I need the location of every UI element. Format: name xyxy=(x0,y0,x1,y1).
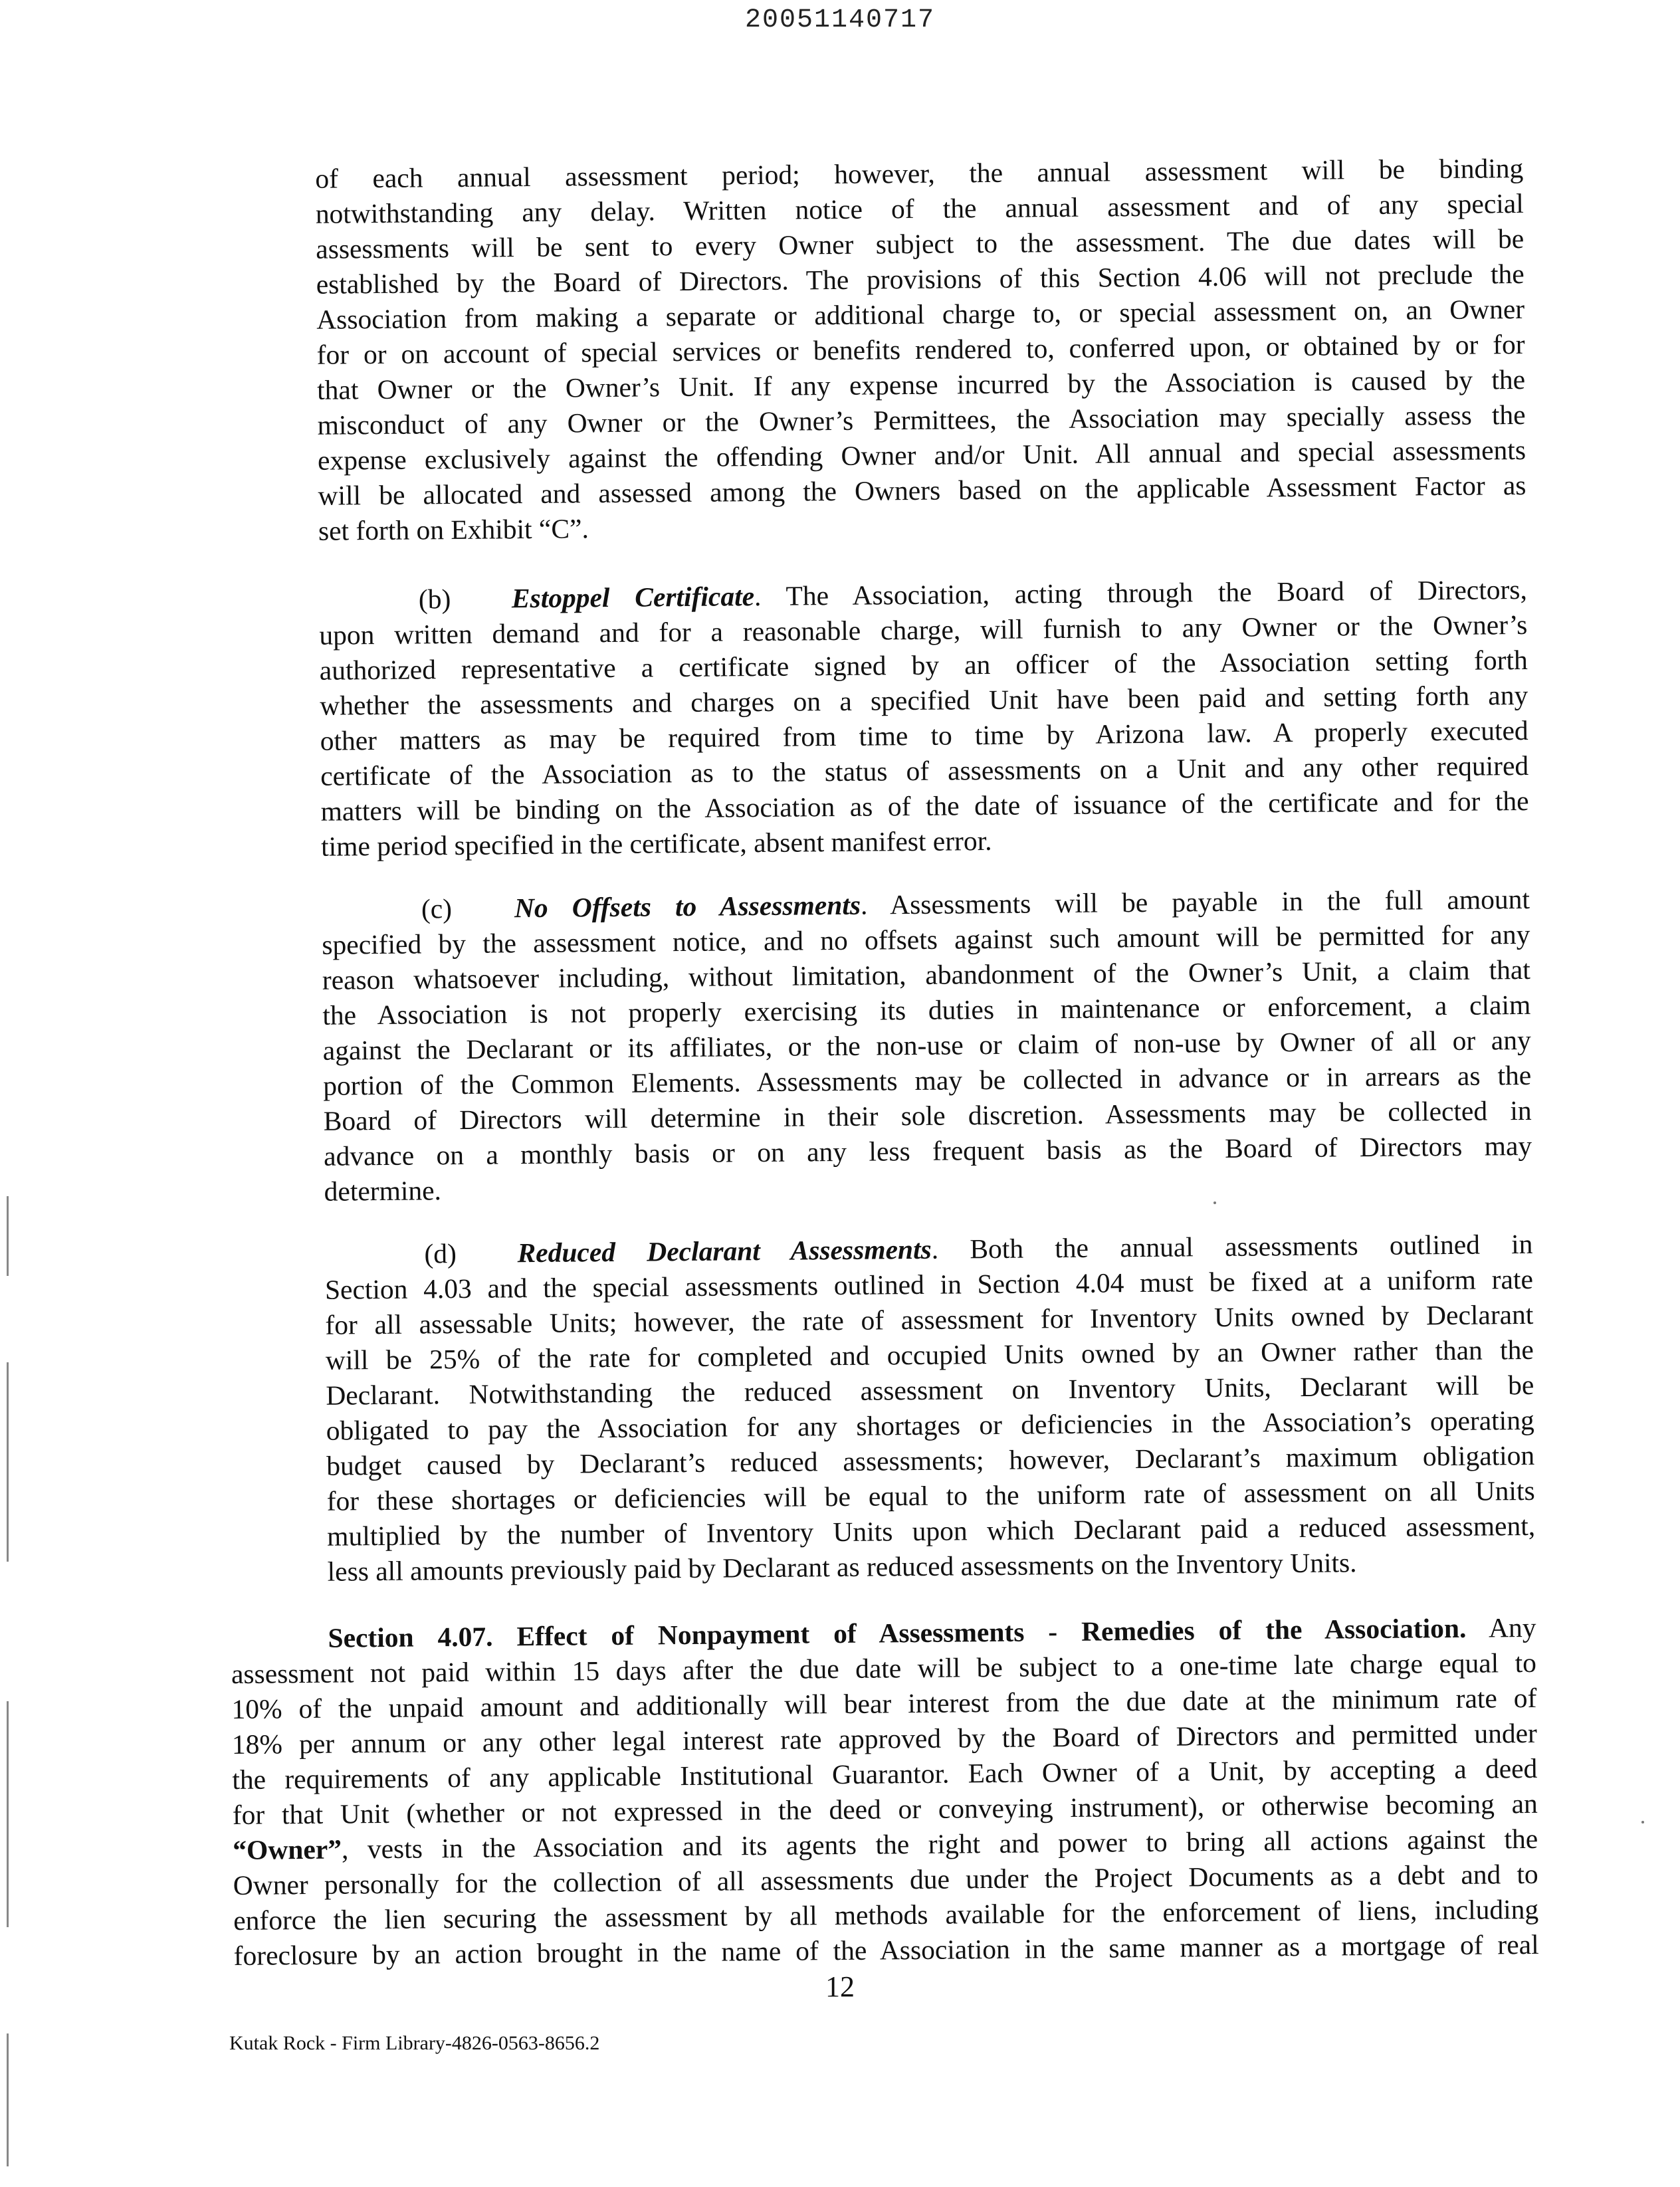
text-line: certificate of the Association as to the status of assessments on a Unit and any other required xyxy=(320,750,1529,791)
page-number: 12 xyxy=(825,1970,855,2003)
text-line: for all assessable Units; however, the rate of assessment for Inventory Units owned by Declarant xyxy=(325,1299,1534,1340)
text-line: foreclosure by an action brought in the name of the Association in the same manner as a mortgage of real xyxy=(233,1928,1539,1971)
subsection-label: (c) xyxy=(421,893,453,924)
text-line: the requirements of any applicable Institutional Guarantor. Each Owner of a Unit, by accepting a deed xyxy=(232,1752,1538,1795)
text-line: Owner personally for the collection of all assessments due under the Project Documents as a debt and to xyxy=(233,1858,1538,1901)
reduced-declarant-assessments-paragraph xyxy=(324,1227,1536,1590)
text-line: whether the assessments and charges on a specified Unit have been paid and setting forth any xyxy=(320,679,1528,721)
scan-margin-mark xyxy=(7,1362,9,1562)
section-4-07-paragraph xyxy=(231,1610,1539,1974)
text-line: reason whatsoever including, without limitation, abandonment of the Owner’s Unit, a claim that xyxy=(322,954,1531,995)
no-offsets-paragraph xyxy=(322,882,1532,1209)
text-line: time period specified in the certificate, absent manifest error. xyxy=(320,825,992,862)
text-line: assessment not paid within 15 days after the due date will be subject to a one-time late charge equal to xyxy=(231,1647,1537,1689)
text-line: established by the Board of Directors. The provisions of this Section 4.06 will not preclude the xyxy=(316,258,1524,300)
document-number: 20051140717 xyxy=(744,5,936,35)
text-line: will be allocated and assessed among the Owners based on the applicable Assessment Factor as xyxy=(318,469,1526,511)
subsection-title: No Offsets to Assessments xyxy=(514,889,861,924)
text-line: multiplied by the number of Inventory Units upon which Declarant paid a reduced assessment, xyxy=(326,1510,1536,1552)
scan-speck xyxy=(1641,1821,1644,1823)
text-line: for these shortages or deficiencies will be equal to the uniform rate of assessment on all Units xyxy=(326,1475,1535,1516)
text-run: . The Association, acting through the Board of Directors, xyxy=(754,573,1528,612)
text-line: assessments will be sent to every Owner subject to the assessment. The due dates will be xyxy=(316,223,1524,264)
text-line: that Owner or the Owner’s Unit. If any expense incurred by the Association is caused by the xyxy=(316,364,1526,405)
text-line: Board of Directors will determine in their sole discretion. Assessments may be collected in xyxy=(323,1094,1532,1136)
text-line: the Association is not properly exercising its duties in maintenance or enforcement, a claim xyxy=(322,989,1531,1031)
text-line: for or on account of special services or benefits rendered to, conferred upon, or obtained by or for xyxy=(316,328,1525,370)
text-line: budget caused by Declarant’s reduced assessments; however, Declarant’s maximum obligation xyxy=(326,1439,1535,1481)
text-line: other matters as may be required from time to time by Arizona law. A properly executed xyxy=(320,714,1528,756)
estoppel-certificate-paragraph xyxy=(319,572,1530,865)
text-line: notwithstanding any delay. Written notice of the annual assessment and of any special xyxy=(315,187,1524,229)
text-line: authorized representative a certificate signed by an officer of the Association setting forth xyxy=(319,644,1528,686)
scan-speck xyxy=(1213,1201,1216,1204)
text-line: less all amounts previously paid by Declarant as reduced assessments on the Inventory Units. xyxy=(327,1547,1357,1587)
scan-margin-mark xyxy=(7,1701,9,1927)
text-run: , vests in the Association and its agents the right and power to bring all actions against the xyxy=(341,1823,1538,1865)
text-line: 18% per annum or any other legal interest rate approved by the Board of Directors and permitted under xyxy=(231,1717,1538,1760)
text-line: determine. xyxy=(324,1175,442,1207)
text-line: Section 4.03 and the special assessments outlined in Section 4.04 must be fixed at a uniform rate xyxy=(324,1263,1534,1305)
text-line: 10% of the unpaid amount and additionally will bear interest from the due date at the minimum rate of xyxy=(231,1682,1537,1724)
defined-term: “Owner” xyxy=(233,1833,342,1865)
footer-library-id: Kutak Rock - Firm Library-4826-0563-8656.2 xyxy=(229,2032,600,2054)
text-line: will be 25% of the rate for completed and occupied Units owned by an Owner rather than the xyxy=(325,1334,1534,1376)
scan-margin-mark xyxy=(7,1196,9,1276)
subsection-label: (b) xyxy=(418,583,451,615)
text-line: for that Unit (whether or not expressed in the deed or conveying instrument), or otherwise becoming an xyxy=(232,1788,1538,1830)
text-line: Declarant. Notwithstanding the reduced assessment on Inventory Units, Declarant will be xyxy=(326,1369,1534,1411)
subsection-title: Estoppel Certificate xyxy=(511,581,755,614)
continuation-paragraph xyxy=(315,151,1526,549)
text-run: Any xyxy=(1466,1612,1536,1643)
text-line: expense exclusively against the offending Owner and/or Unit. All annual and special assessments xyxy=(317,434,1526,476)
text-line: obligated to pay the Association for any shortages or deficiencies in the Association’s operating xyxy=(326,1404,1534,1446)
scan-margin-mark xyxy=(7,2033,9,2166)
text-line: of each annual assessment period; however, the annual assessment will be binding xyxy=(315,152,1524,194)
subsection-title: Reduced Declarant Assessments xyxy=(517,1233,932,1269)
text-line: upon written demand and for a reasonable charge, will furnish to any Owner or the Owner’s xyxy=(319,609,1528,651)
text-run: . Both the annual assessments outlined in xyxy=(931,1228,1533,1265)
subsection-label: (d) xyxy=(424,1238,457,1269)
text-line: misconduct of any Owner or the Owner’s Permittees, the Association may specially assess the xyxy=(317,399,1526,441)
text-line: portion of the Common Elements. Assessments may be collected in advance or in arrears as the xyxy=(323,1059,1532,1101)
text-run: . Assessments will be payable in the full amount xyxy=(860,883,1530,920)
text-line: enforce the lien securing the assessment by all methods available for the enforcement of liens, including xyxy=(233,1893,1539,1936)
text-line: advance on a monthly basis or on any less frequent basis as the Board of Directors may xyxy=(323,1130,1532,1172)
text-line: set forth on Exhibit “C”. xyxy=(318,513,589,546)
text-line: against the Declarant or its affiliates, or the non-use or claim of non-use by Owner of all or any xyxy=(322,1024,1531,1066)
text-line: specified by the assessment notice, and no offsets against such amount will be permitted for any xyxy=(322,918,1530,960)
section-heading: Section 4.07. Effect of Nonpayment of Assessments - Remedies of the Association. xyxy=(328,1612,1467,1653)
text-line: matters will be binding on the Association as of the date of issuance of the certificate and for the xyxy=(320,785,1529,827)
text-line: Association from making a separate or additional charge to, or special assessment on, an Owner xyxy=(316,293,1525,335)
